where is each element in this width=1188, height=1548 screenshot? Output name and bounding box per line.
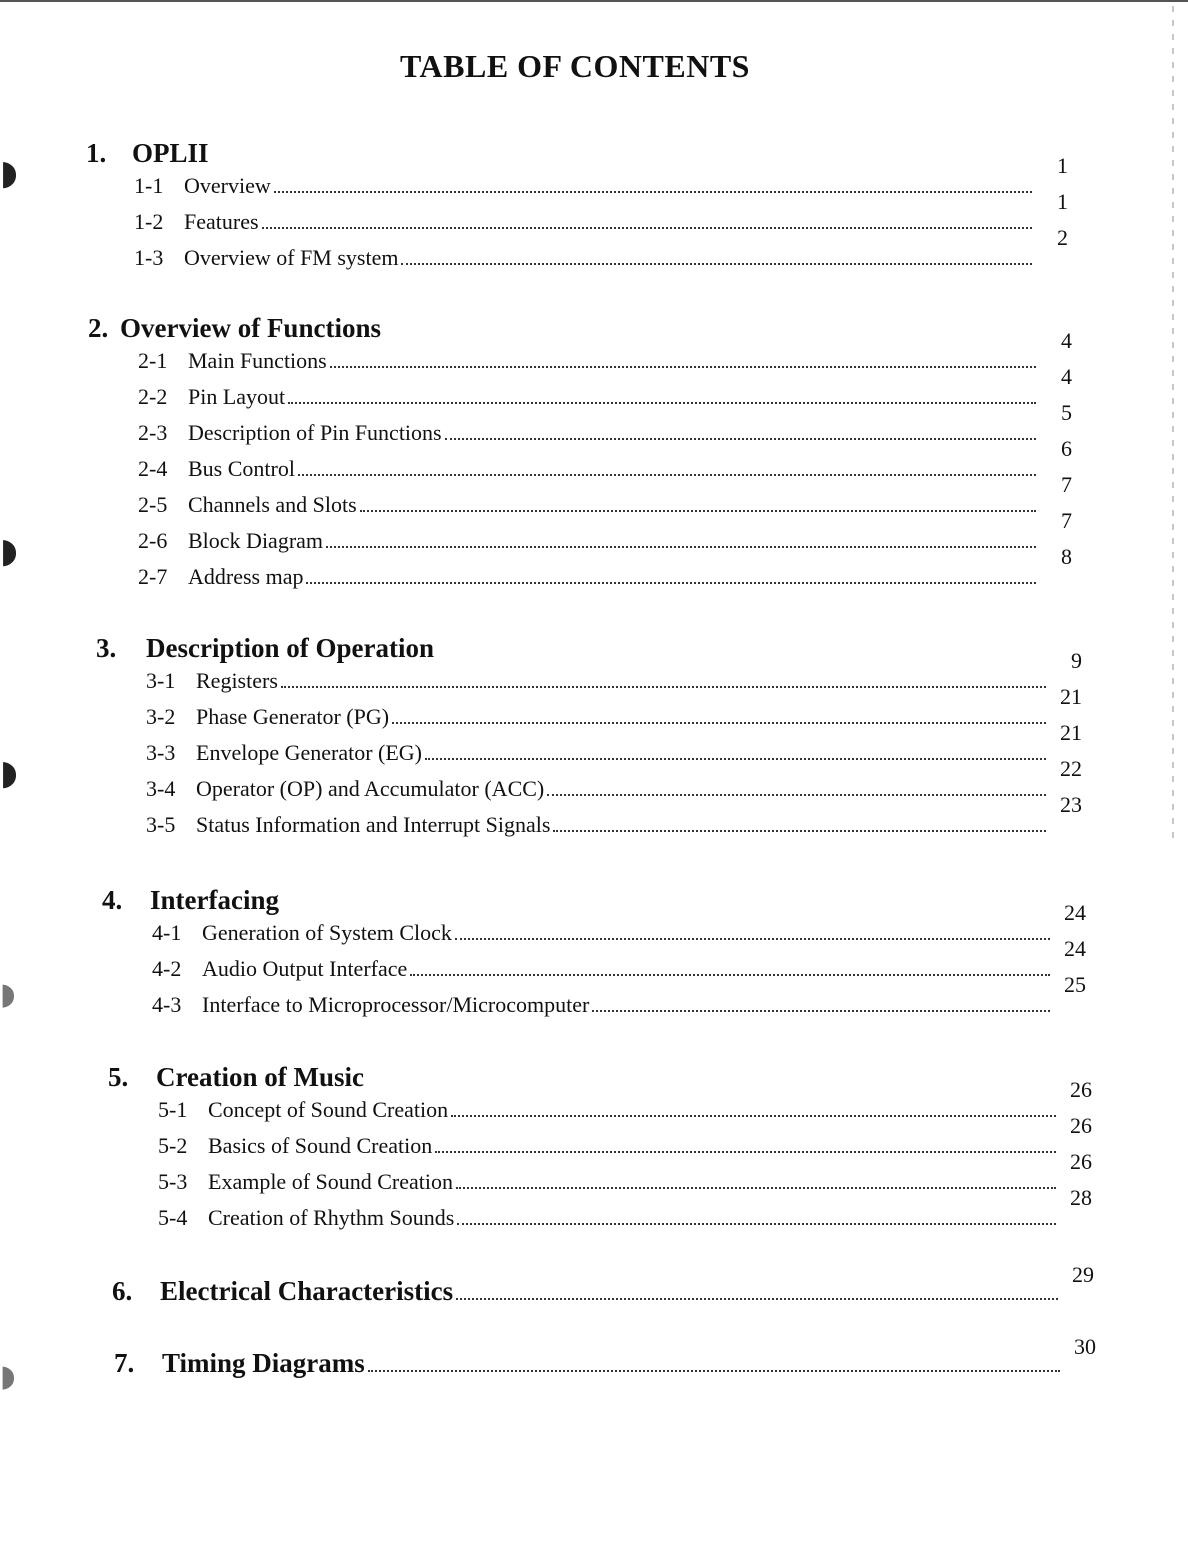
section-heading <box>108 1062 1056 1093</box>
dot-leader <box>455 938 1050 940</box>
entry-title: Creation of Rhythm Sounds <box>208 1205 455 1230</box>
dot-leader <box>281 686 1046 688</box>
toc-entry[interactable] <box>138 544 1072 600</box>
entry-title: Bus Control <box>188 456 295 481</box>
entry-page: 21 <box>1060 684 1082 709</box>
dot-leader <box>456 1187 1056 1189</box>
section-title: OPLII <box>132 138 209 168</box>
entry-page: 8 <box>1061 544 1072 569</box>
entry-title: Generation of System Clock <box>202 920 452 945</box>
dot-leader <box>288 402 1036 404</box>
punch-hole-mark: ◗ <box>0 153 18 193</box>
dot-leader <box>330 366 1036 368</box>
entry-title: Pin Layout <box>188 384 286 409</box>
section-heading <box>96 633 1046 664</box>
toc-entry[interactable] <box>158 1113 1092 1169</box>
entry-number: 5-2 <box>158 1133 188 1158</box>
toc-entry[interactable] <box>138 472 1072 528</box>
entry-title: Main Functions <box>188 348 327 373</box>
section-title: Overview of Functions <box>120 313 381 343</box>
entry-page: 21 <box>1060 720 1082 745</box>
entry-title: Features <box>184 209 259 234</box>
entry-number: 1-3 <box>134 245 164 270</box>
entry-number: 5-4 <box>158 1205 188 1230</box>
section-heading <box>88 313 1036 344</box>
toc-entry[interactable] <box>158 1185 1092 1241</box>
entry-title: Example of Sound Creation <box>208 1169 454 1194</box>
entry-page: 25 <box>1064 972 1086 997</box>
entry-page: 5 <box>1061 400 1072 425</box>
entry-title: Phase Generator (PG) <box>196 704 390 729</box>
entry-page: 23 <box>1060 792 1082 817</box>
entry-title: Block Diagram <box>188 528 324 553</box>
dot-leader <box>360 510 1036 512</box>
dot-leader <box>547 794 1046 796</box>
entry-page: 30 <box>1074 1334 1096 1359</box>
toc-section <box>112 1262 1094 1307</box>
entry-number: 3-5 <box>146 812 176 837</box>
toc-entry[interactable] <box>138 436 1072 492</box>
entry-number: 2-6 <box>138 528 168 553</box>
scan-edge-marks <box>1172 6 1174 846</box>
section-number: 3. <box>96 633 117 663</box>
punch-hole-mark: ◗ <box>0 977 16 1012</box>
entry-number: 2-2 <box>138 384 168 409</box>
entry-page: 26 <box>1070 1113 1092 1138</box>
entry-number: 5-1 <box>158 1097 188 1122</box>
entry-number: 2-4 <box>138 456 168 481</box>
section-number: 1. <box>86 138 107 168</box>
toc-entry[interactable] <box>146 684 1082 740</box>
entry-title: Channels and Slots <box>188 492 357 517</box>
entry-title: Audio Output Interface <box>202 956 408 981</box>
entry-number: 3-4 <box>146 776 176 801</box>
entry-page: 28 <box>1070 1185 1092 1210</box>
entry-number: 1-1 <box>134 173 164 198</box>
dot-leader <box>368 1370 1060 1372</box>
punch-hole-mark: ◗ <box>0 531 18 571</box>
entry-number: 2-1 <box>138 348 168 373</box>
section-title: Interfacing <box>150 885 279 915</box>
entry-page: 4 <box>1061 328 1072 353</box>
entry-title: Basics of Sound Creation <box>208 1133 433 1158</box>
toc-entry[interactable] <box>152 972 1086 1028</box>
section-number: 7. <box>114 1348 135 1378</box>
entry-page: 1 <box>1057 189 1068 214</box>
toc-entry[interactable] <box>112 1262 1094 1307</box>
entry-number: 2-5 <box>138 492 168 517</box>
page-top-edge <box>0 0 1188 2</box>
toc-section <box>96 633 1082 848</box>
entry-page: 9 <box>1071 648 1082 673</box>
toc-entry[interactable] <box>138 328 1072 384</box>
entry-number: 5-3 <box>158 1169 188 1194</box>
section-number: 4. <box>102 885 123 915</box>
entry-page: 2 <box>1057 225 1068 250</box>
dot-leader <box>410 974 1050 976</box>
toc-section <box>108 1062 1092 1241</box>
dot-leader <box>457 1223 1056 1225</box>
toc-entry[interactable] <box>138 508 1072 564</box>
entry-number: 4-3 <box>152 992 182 1017</box>
toc-section <box>102 885 1086 1028</box>
entry-page: 29 <box>1072 1262 1094 1287</box>
entry-number: 3-2 <box>146 704 176 729</box>
toc-entry[interactable] <box>138 364 1072 420</box>
section-heading <box>102 885 1050 916</box>
entry-title: Interface to Microprocessor/Microcomputer <box>202 992 590 1017</box>
dot-leader <box>326 546 1036 548</box>
entry-number: 4-1 <box>152 920 182 945</box>
entry-title: Address map <box>188 564 304 589</box>
entry-title: Status Information and Interrupt Signals <box>196 812 551 837</box>
page-title: TABLE OF CONTENTS <box>400 48 750 84</box>
toc-entry[interactable] <box>134 225 1068 281</box>
toc-entry[interactable] <box>134 189 1068 245</box>
toc-entry[interactable] <box>146 792 1082 848</box>
entry-page: 24 <box>1064 900 1086 925</box>
dot-leader <box>274 191 1032 193</box>
entry-title: Overview <box>184 173 271 198</box>
section-title: Electrical Characteristics <box>160 1276 454 1306</box>
toc-entry[interactable] <box>158 1077 1092 1133</box>
dot-leader <box>425 758 1046 760</box>
section-number: 5. <box>108 1062 129 1092</box>
section-title: Description of Operation <box>146 633 434 663</box>
dot-leader <box>392 722 1046 724</box>
entry-number: 1-2 <box>134 209 164 234</box>
dot-leader <box>592 1010 1050 1012</box>
toc-entry[interactable] <box>114 1334 1096 1379</box>
entry-page: 6 <box>1061 436 1072 461</box>
entry-title: Registers <box>196 668 278 693</box>
entry-page: 22 <box>1060 756 1082 781</box>
dot-leader <box>401 263 1032 265</box>
entry-number: 4-2 <box>152 956 182 981</box>
entry-number: 2-7 <box>138 564 168 589</box>
dot-leader <box>451 1115 1056 1117</box>
dot-leader <box>262 227 1032 229</box>
entry-number: 3-3 <box>146 740 176 765</box>
entry-title: Envelope Generator (EG) <box>196 740 423 765</box>
entry-page: 7 <box>1061 508 1072 533</box>
section-title: Creation of Music <box>156 1062 364 1092</box>
toc-section <box>88 313 1072 600</box>
section-heading <box>86 138 1032 169</box>
toc-section <box>114 1334 1096 1379</box>
section-title: Timing Diagrams <box>162 1348 365 1378</box>
dot-leader <box>553 830 1046 832</box>
entry-number: 2-3 <box>138 420 168 445</box>
dot-leader <box>445 438 1036 440</box>
punch-hole-mark: ◗ <box>0 753 18 793</box>
dot-leader <box>298 474 1036 476</box>
dot-leader <box>456 1298 1058 1300</box>
entry-number: 3-1 <box>146 668 176 693</box>
entry-page: 26 <box>1070 1077 1092 1102</box>
entry-page: 26 <box>1070 1149 1092 1174</box>
entry-title: Description of Pin Functions <box>188 420 442 445</box>
toc-entry[interactable] <box>152 900 1086 956</box>
entry-page: 24 <box>1064 936 1086 961</box>
section-number: 2. <box>88 313 109 343</box>
entry-title: Overview of FM system <box>184 245 399 270</box>
punch-hole-mark: ◗ <box>0 1359 16 1394</box>
entry-title: Concept of Sound Creation <box>208 1097 449 1122</box>
entry-page: 7 <box>1061 472 1072 497</box>
toc-entry[interactable] <box>134 153 1068 209</box>
entry-title: Operator (OP) and Accumulator (ACC) <box>196 776 545 801</box>
toc-entry[interactable] <box>138 400 1072 456</box>
section-number: 6. <box>112 1276 133 1306</box>
entry-page: 1 <box>1057 153 1068 178</box>
dot-leader <box>435 1151 1056 1153</box>
entry-page: 4 <box>1061 364 1072 389</box>
dot-leader <box>306 582 1036 584</box>
toc-section <box>86 138 1068 281</box>
